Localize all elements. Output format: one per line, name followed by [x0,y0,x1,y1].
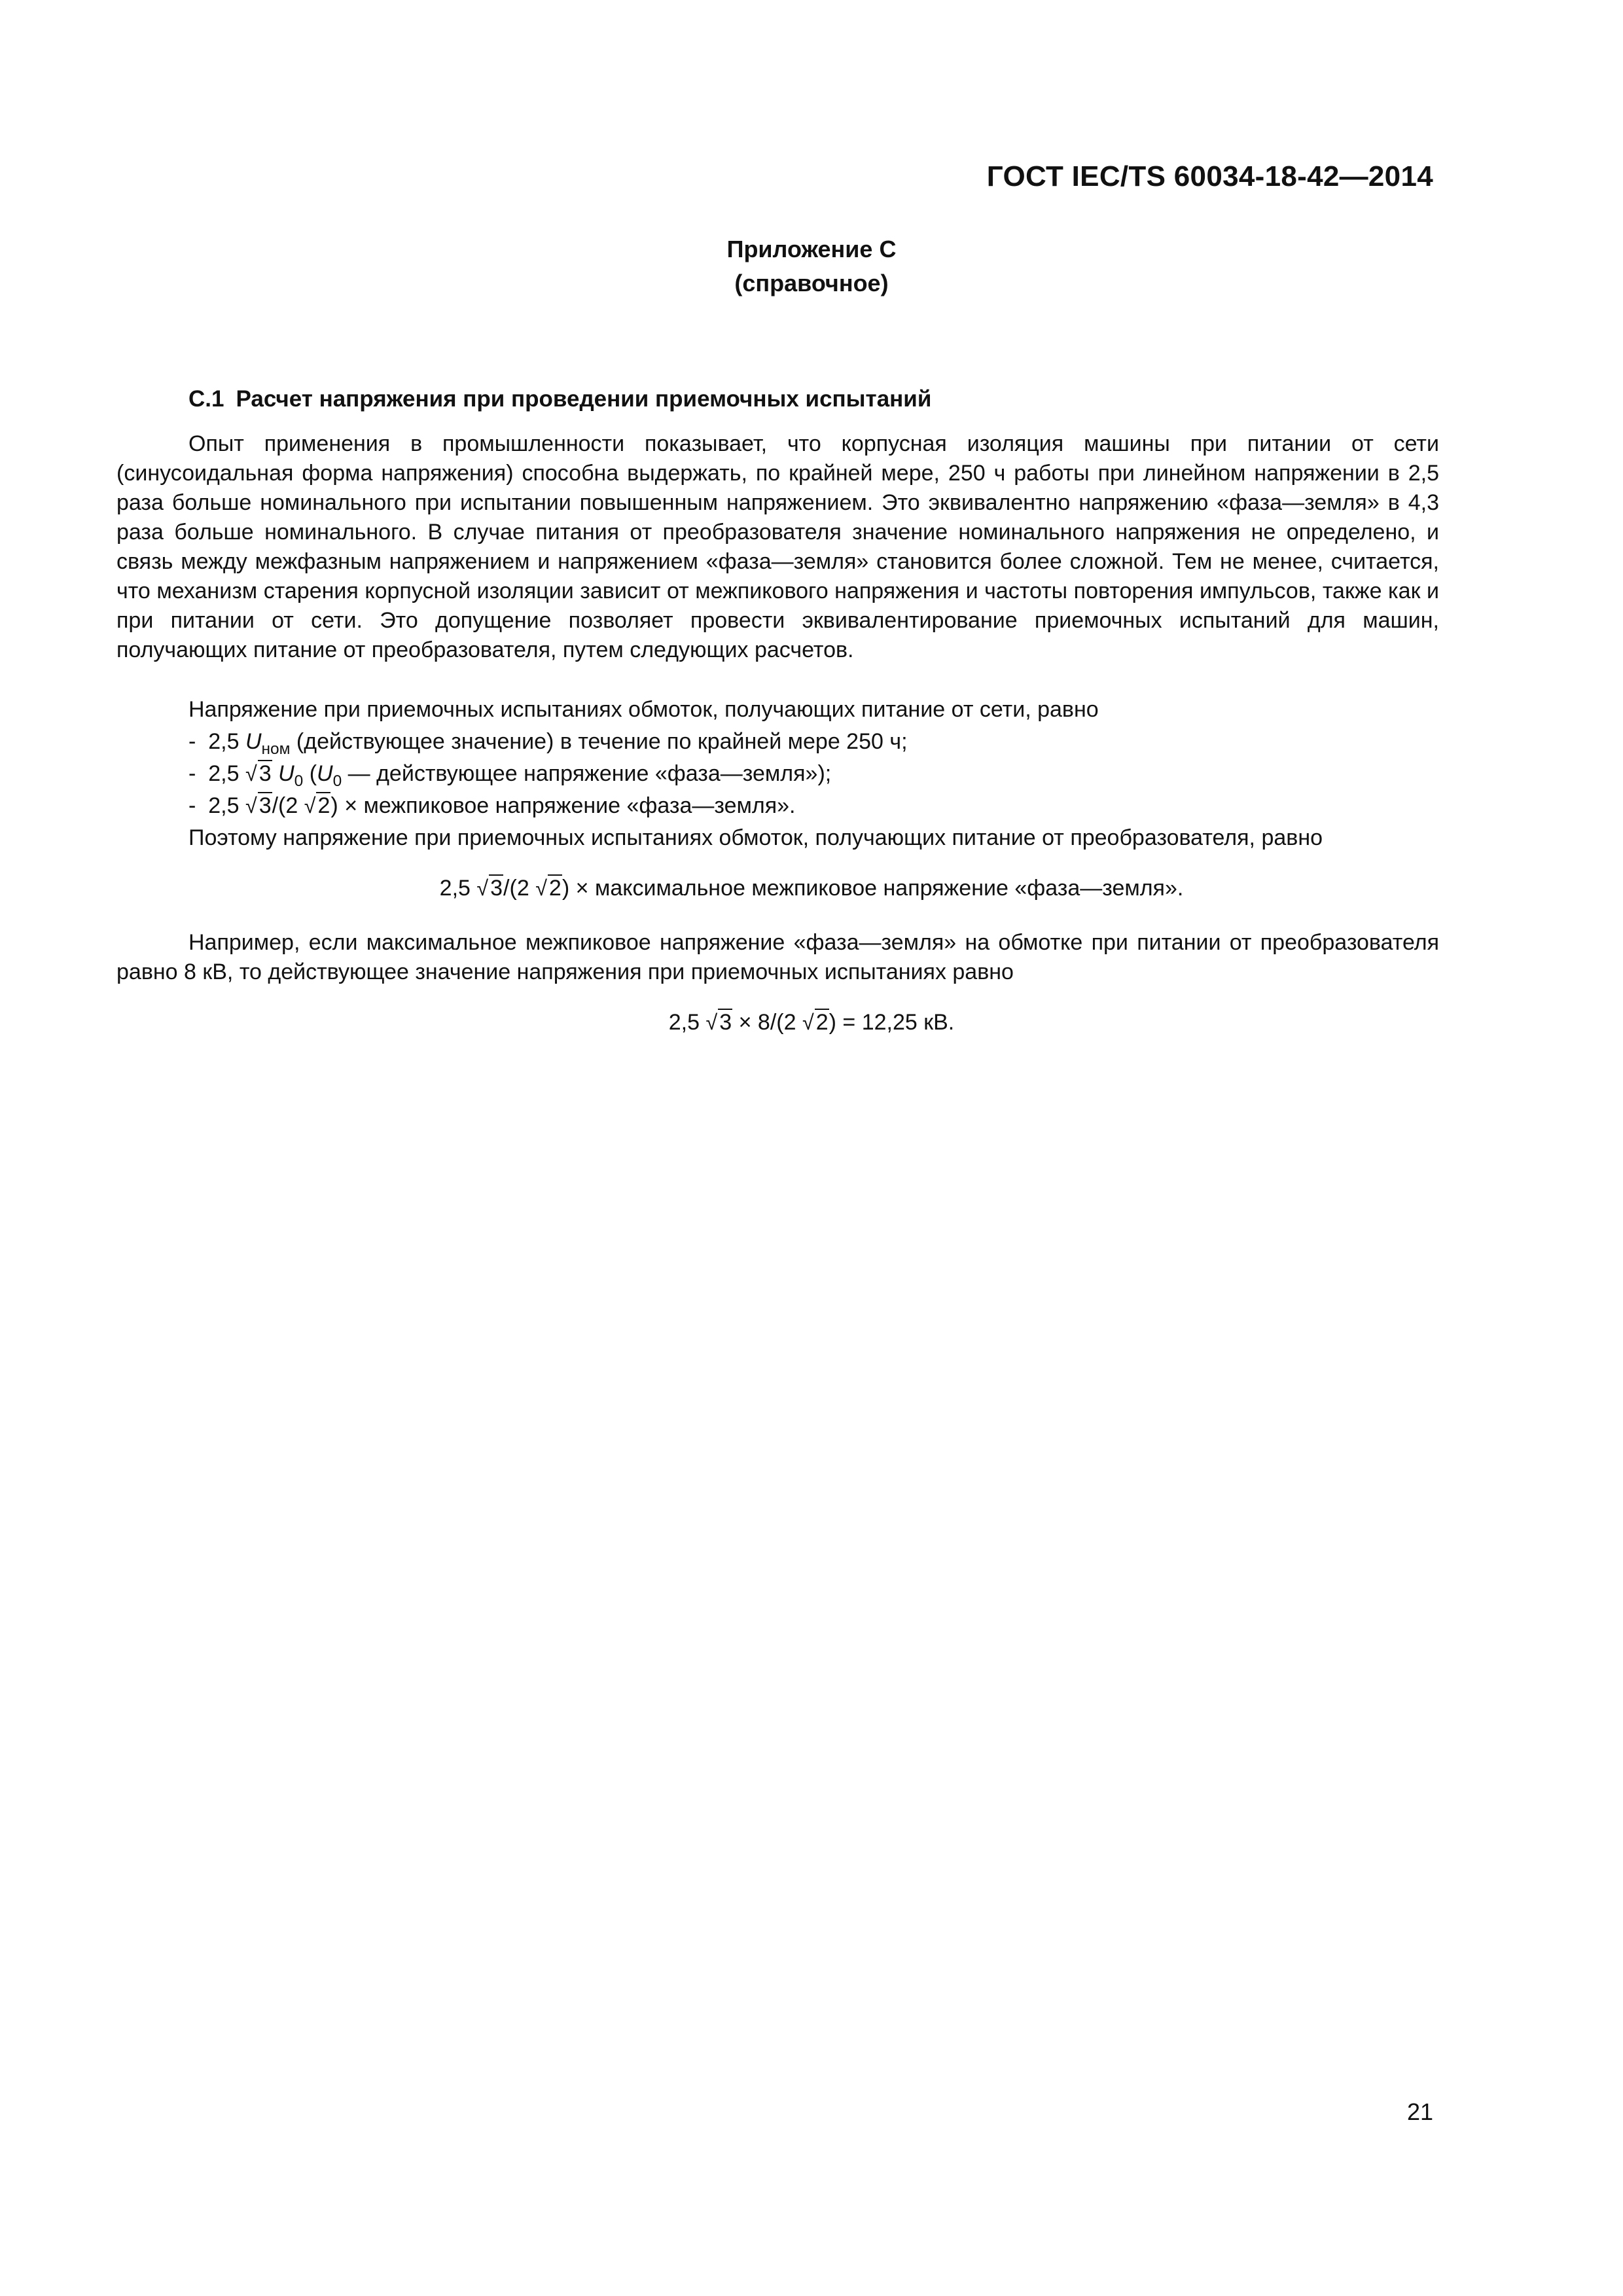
page-number: 21 [1406,2098,1433,2125]
sqrt-argument-2: 2 [548,876,562,901]
close-paren: ) [330,793,338,818]
sqrt-symbol: √3 [245,761,272,786]
voltage-subscript: ном [261,740,291,758]
voltage-symbol-2: U [317,761,333,786]
appendix-type: (справочное) [734,270,889,296]
list-dash: - [188,761,196,786]
formula-result [0,1008,1623,1037]
coefficient: 2,5 [668,1010,700,1035]
close-paren: ) [562,876,570,901]
list-item-2 [188,759,831,796]
voltage-subscript: 0 [294,772,304,790]
paragraph-intro: Опыт применения в промышленности показывает, что корпусная изоляция машины при питании от сети (синусоидальная форма напряжения) способна выдержать, по крайней мере, 250 ч работы при линейном напряжении в 2,5 раза больше номинального при испытании повышенным напряжением. Это эквивалентно напряжению «фаза—земля» в 4,3 раза больше номинального. В случае питания от преобразователя значение номинального напряжения не определено, и связь между межфазным напряжением и напряжением «фаза—земля» становится более сложной. Тем не менее, считается, что механизм старения корпусной изоляции зависит от межпикового напряжения и частоты повторения импульсов, также как и при питании от сети. Это допущение позволяет провести эквивалентирование приемочных испытаний для машин, получающих питание от преобразователя, путем следующих расчетов. [116,431,1439,662]
formula-middle: 8/(2 [757,1010,796,1035]
coefficient: 2,5 [208,793,240,818]
list-item-text: межпиковое напряжение «фаза—земля». [363,793,796,818]
section-number: С.1 [188,386,224,412]
section-heading [188,386,931,412]
times-sign: × [575,876,589,901]
voltage-subscript-2: 0 [332,772,342,790]
paragraph-converter-voltage: Поэтому напряжение при приемочных испытаниях обмоток, получающих питание от преобразователя, равно [188,825,1323,850]
list-item-1 [188,727,908,764]
coefficient: 2,5 [439,876,471,901]
list-item-text: — действующее напряжение «фаза—земля»); [348,761,832,786]
coefficient: 2,5 [208,729,240,754]
sqrt-symbol: √3 [476,876,503,901]
close-paren: ) [829,1010,836,1035]
sqrt-argument: 3 [490,876,503,901]
formula-middle: /(2 [272,793,298,818]
list-item-3 [188,791,795,821]
sqrt-symbol-2: √2 [304,793,330,818]
coefficient: 2,5 [208,761,240,786]
formula-converter [0,874,1623,903]
open-paren: ( [309,761,317,786]
list-dash: - [188,793,196,818]
formula-result-value: = 12,25 кВ. [842,1010,955,1035]
times-sign: × [344,793,358,818]
sqrt-argument: 3 [259,761,272,786]
document-number: ГОСТ IEC/TS 60034-18-42—2014 [986,160,1433,192]
times-sign: × [738,1010,752,1035]
sqrt-argument-2: 2 [317,793,330,818]
sqrt-symbol: √3 [245,793,272,818]
appendix-title: Приложение С [726,236,897,262]
voltage-symbol: U [278,761,294,786]
sqrt-symbol-2: √2 [535,876,562,901]
formula-middle: /(2 [503,876,529,901]
section-title: Расчет напряжения при проведении приемочных испытаний [236,386,932,412]
sqrt-symbol-2: √2 [802,1010,829,1035]
paragraph-mains-voltage: Напряжение при приемочных испытаниях обмоток, получающих питание от сети, равно [188,697,1099,722]
sqrt-argument: 3 [259,793,272,818]
list-dash: - [188,729,196,754]
voltage-symbol: U [245,729,262,754]
sqrt-symbol: √3 [705,1010,732,1035]
paragraph-example: Например, если максимальное межпиковое напряжение «фаза—земля» на обмотке при питании от преобразователя равно 8 кВ, то действующее значение напряжения при приемочных испытаниях равно [116,930,1439,984]
sqrt-argument-2: 2 [815,1010,829,1035]
formula-text: максимальное межпиковое напряжение «фаза—земля». [594,876,1184,901]
list-item-text: (действующее значение) в течение по крайней мере 250 ч; [296,729,908,754]
sqrt-argument: 3 [719,1010,732,1035]
